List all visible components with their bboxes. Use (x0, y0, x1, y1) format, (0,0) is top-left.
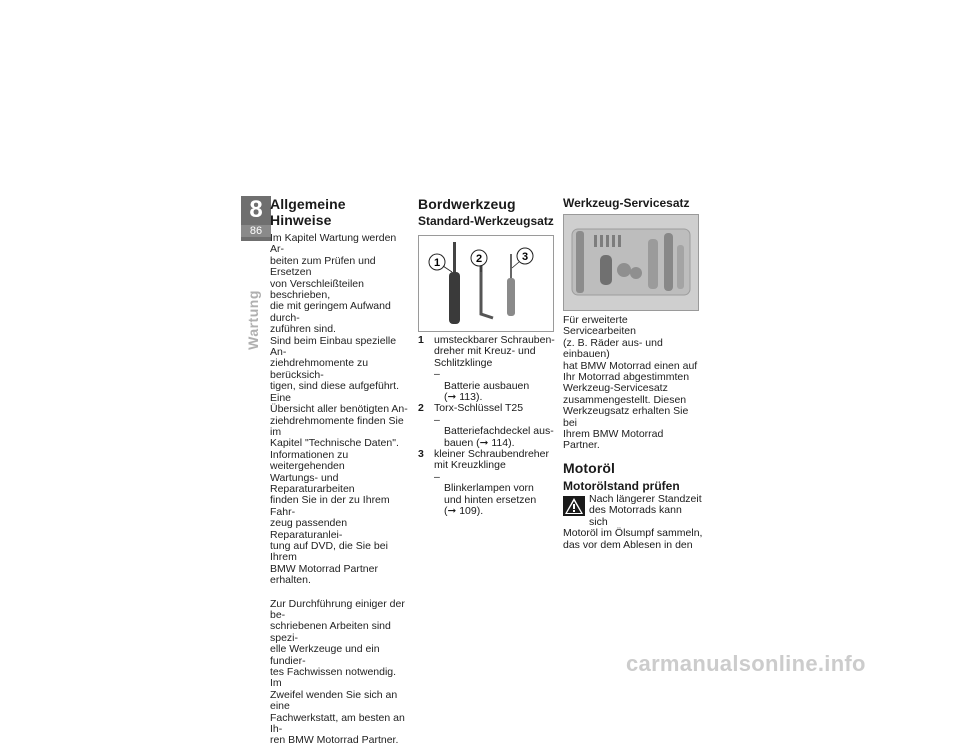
paragraph-maintenance-intro: Im Kapitel Wartung werden Ar- beiten zum Prüfen und Ersetzen von Verschleißteilen beschrieben, die mit geringem Aufwand durch- zuführen sind. Sind beim Einbau spezielle An- ziehdrehmomente zu berücksich- tigen, sind diese aufgeführt. Eine Übersicht aller benötigten An- ziehdrehmomente finden Sie im Kapitel "Technische Daten". Informationen zu weitergehenden Wartungs- und Reparaturarbeiten finden Sie in der zu Ihrem Fahr- zeug passenden Reparaturanlei- tung auf DVD, die Sie bei Ihrem BMW Motorrad Partner erhalten. (270, 232, 408, 587)
standard-toolkit-figure (418, 235, 554, 332)
tool-sub-text: Blinkerlampen vorn und hinten ersetzen (➞ 109). (444, 482, 537, 518)
tool-sub-item: – Batteriefachdeckel aus- bauen (➞ 114). (434, 413, 554, 449)
screwdriver-handle-3 (507, 278, 515, 316)
warning-text-line: das vor dem Ablesen in den (563, 538, 693, 551)
watermark: carmanualsonline.info (626, 651, 866, 676)
oil-level-warning (563, 494, 703, 551)
torx-key-shape (481, 264, 493, 318)
paragraph-special-tools: Zur Durchführung einiger der be- schriebenen Arbeiten sind spezi- elle Werkzeuge und ein fundier- tes Fachwissen notwendig. Im Zweifel wenden Sie sich an eine Fachwerkstatt, am besten an Ih- ren BMW Motorrad Partner. (270, 597, 405, 747)
tool-sub-text: Batteriefachdeckel aus- bauen (➞ 114). (444, 425, 554, 449)
tool-list-item (418, 335, 556, 369)
warning-text-line: des Motorrads kann sich (589, 504, 682, 528)
bit (594, 235, 597, 247)
callout-label-3: 3 (521, 251, 529, 263)
tool-item-number: 3 (418, 448, 424, 461)
callout-leader-3 (512, 262, 519, 268)
bit (606, 235, 609, 247)
page-number: 86 (241, 225, 271, 237)
tool-handle (648, 239, 658, 289)
chapter-tab (241, 196, 271, 241)
chapter-side-label: Wartung (245, 290, 261, 350)
toolkit-illustration (419, 236, 553, 331)
tool-item-number: 2 (418, 402, 424, 415)
tool-item-number: 1 (418, 334, 424, 346)
callout-leader-1 (443, 266, 452, 272)
tool-sub-text: Batterie ausbauen (➞ 113). (444, 379, 530, 404)
column-service-kit (563, 196, 703, 551)
callout-label-2: 2 (475, 253, 483, 265)
tool-handle (664, 233, 673, 291)
chapter-number: 8 (249, 196, 263, 223)
heading-onboard-tools: Bordwerkzeug (418, 196, 516, 212)
screwdriver-blade-1 (453, 242, 456, 272)
tool-item-text: Torx-Schlüssel T25 (434, 402, 524, 415)
tool-sub-item: – Blinkerlampen vorn und hinten ersetzen (➞ 109). (434, 470, 537, 518)
column-onboard-tools (418, 196, 556, 518)
socket (617, 263, 631, 277)
warning-text-line: Nach längerer Standzeit (589, 492, 702, 505)
tool-handle (677, 245, 684, 289)
subheading-check-oil-level: Motorölstand prüfen (563, 478, 680, 493)
column-general-notes (270, 196, 410, 747)
tool-item-text: kleiner Schraubendreher mit Kreuzklinge (434, 448, 549, 472)
heading-general-notes: Allgemeine Hinweise (270, 196, 346, 228)
tool-sub-item: – Batterie ausbauen (➞ 113). (434, 368, 530, 404)
bit (600, 235, 603, 247)
extension-bar (576, 231, 584, 293)
screwdriver-blade-3 (510, 254, 512, 278)
service-kit-figure (563, 214, 699, 311)
subheading-standard-toolkit: Standard-Werkzeugsatz (418, 214, 554, 228)
screwdriver-handle-1 (449, 272, 460, 324)
tool-list-item (418, 449, 556, 472)
paragraph-service-kit: Für erweiterte Servicearbeiten (z. B. Räder aus- und einbauen) hat BMW Motorrad einen auf Ihr Motorrad abgestimmten Werkzeug-Servicesatz zusammengestellt. Diesen Werkzeugsatz erhalten Sie bei Ihrem BMW Motorrad Partner. (563, 314, 698, 452)
heading-engine-oil: Motoröl (563, 459, 616, 476)
bit (618, 235, 621, 247)
ratchet-handle (600, 255, 612, 285)
socket (630, 267, 642, 279)
tool-item-text: umsteckbarer Schrauben- dreher mit Kreuz- und Schlitzklinge (434, 334, 555, 369)
service-kit-photo (564, 215, 698, 310)
bit (612, 235, 615, 247)
tool-list (418, 335, 556, 518)
heading-tool-service-kit: Werkzeug-Servicesatz (563, 196, 690, 210)
warning-text-line: Motoröl im Ölsumpf sammeln, (563, 527, 703, 540)
warning-icon (563, 496, 585, 516)
callout-label-1: 1 (433, 257, 441, 269)
